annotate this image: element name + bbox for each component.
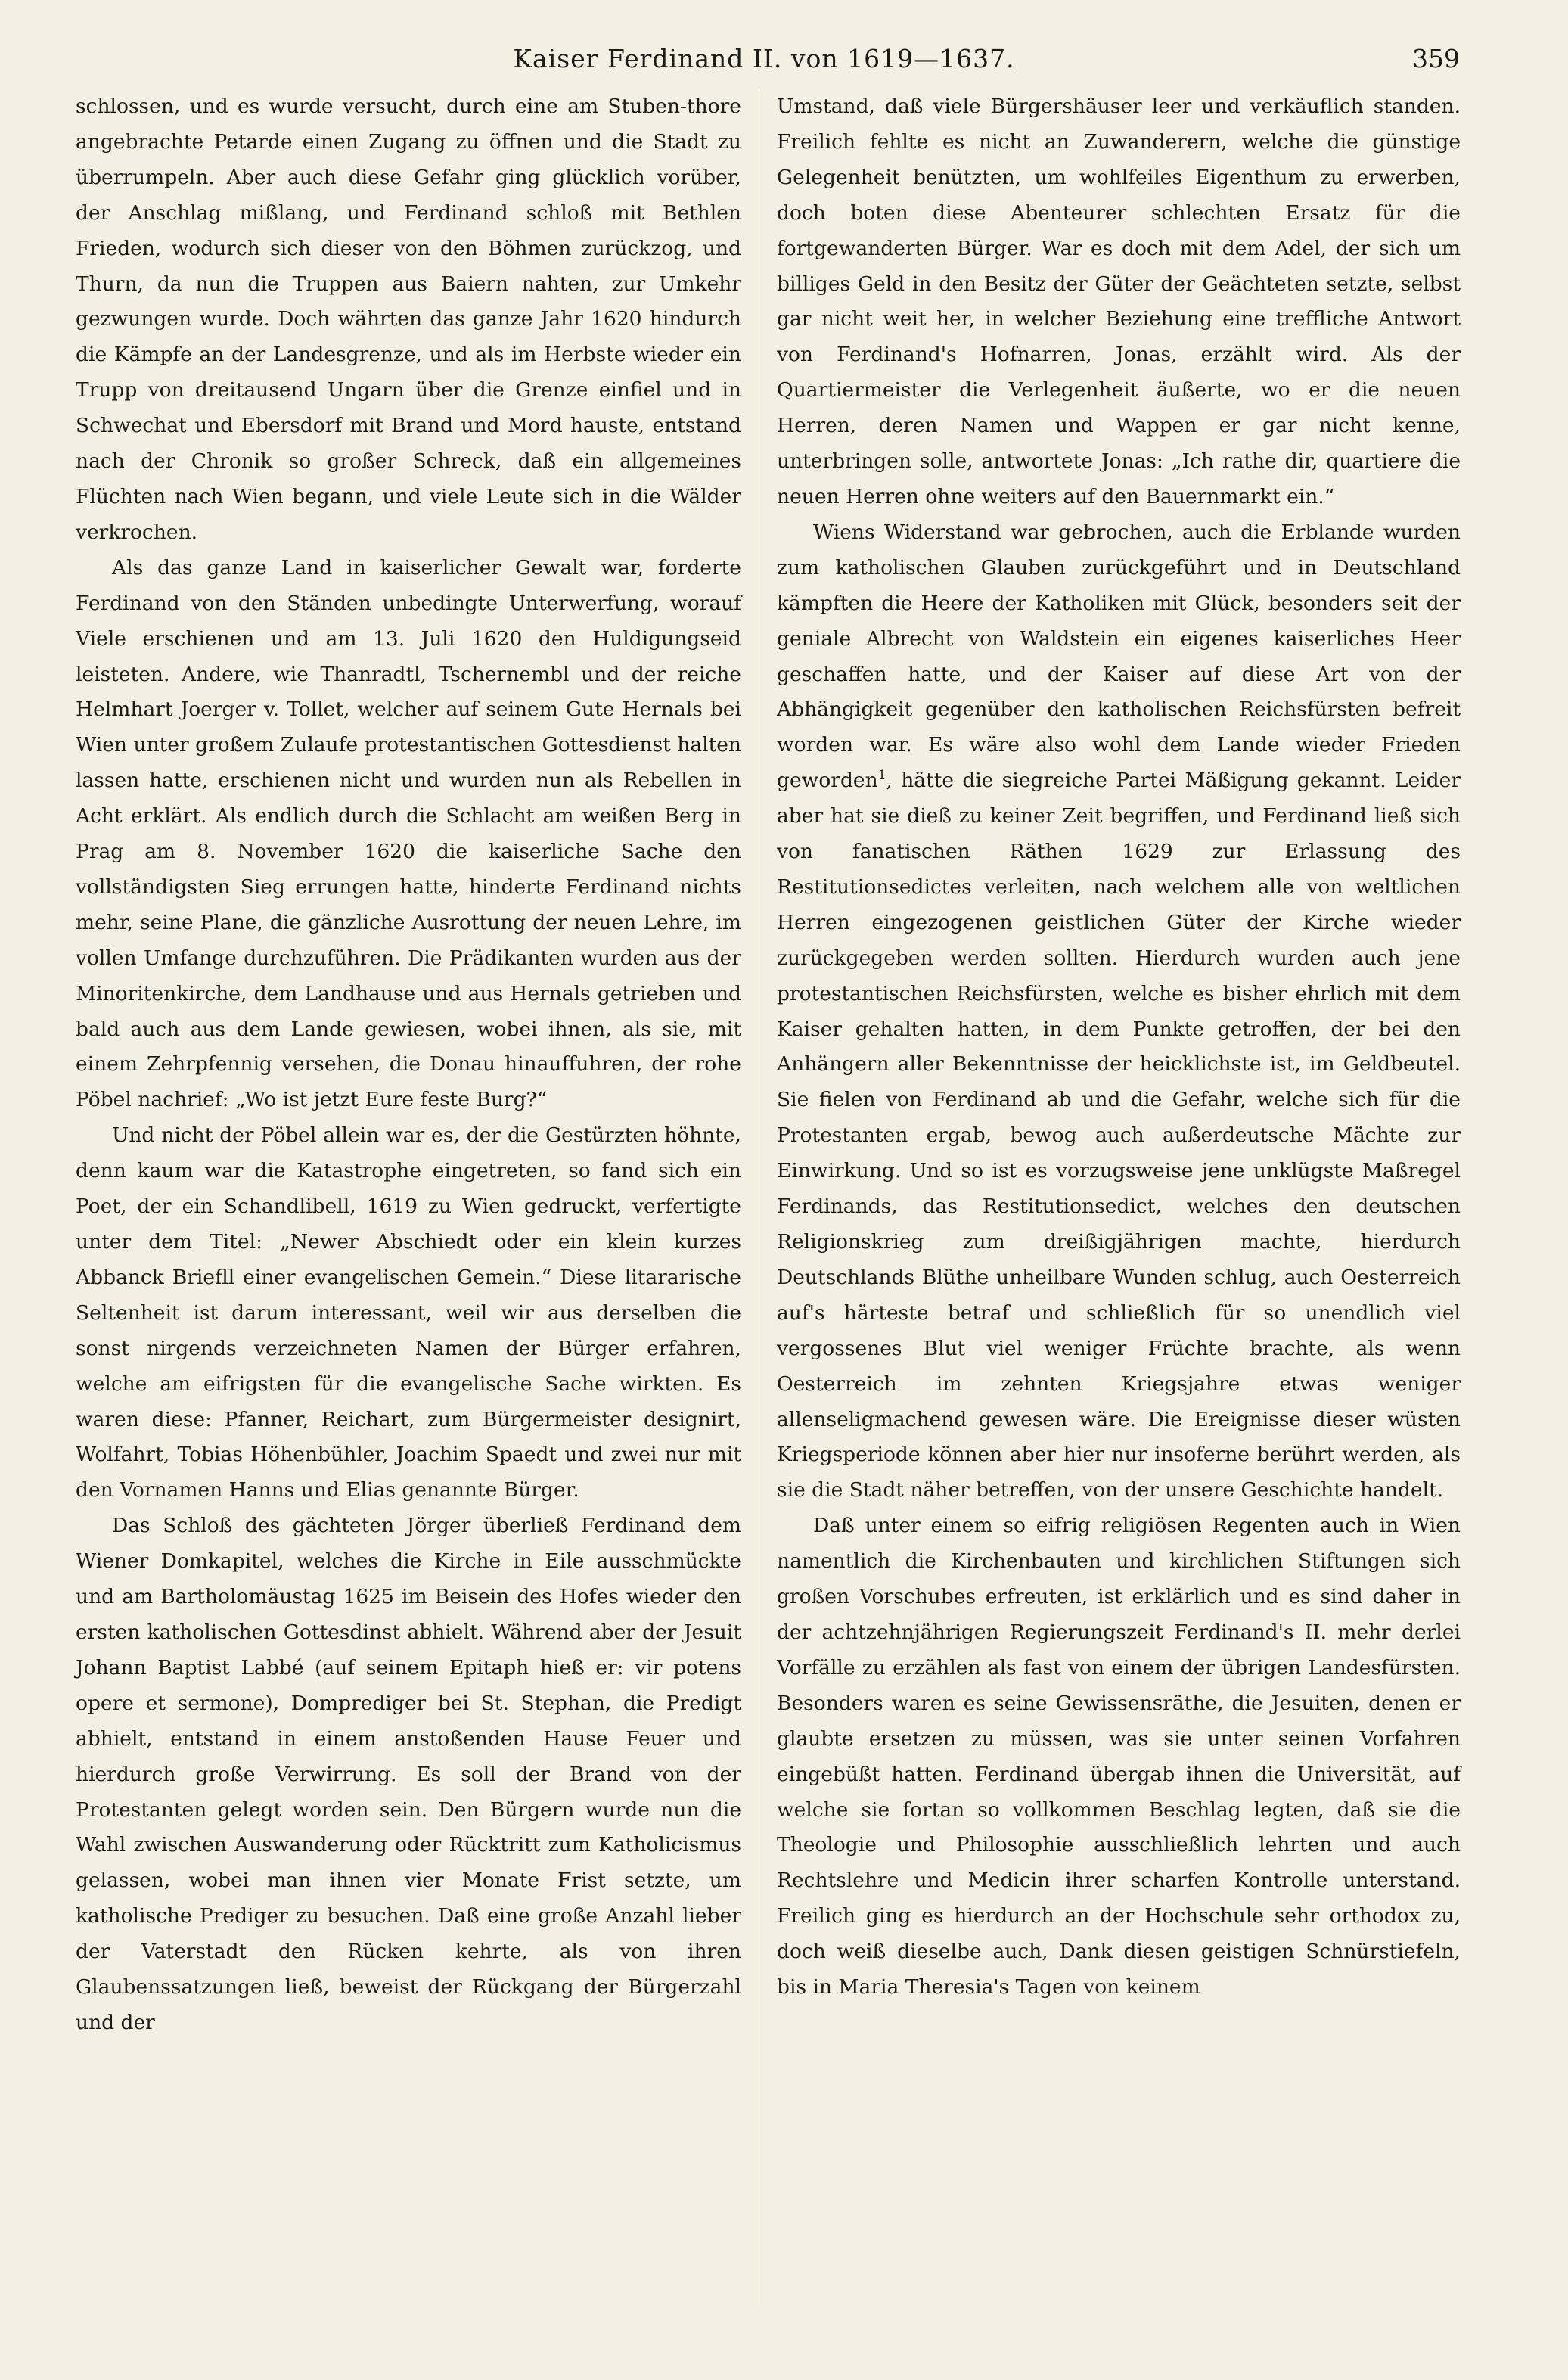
footnote-marker[interactable]: 1 (877, 768, 886, 784)
paragraph (777, 515, 1461, 1508)
paragraph: Umstand, daß viele Bürgershäuser leer und verkäuflich standen. Freilich fehlte es nicht an Zuwanderern, welche die günstige Gelegenheit benützten, um wohlfeiles Eigenthum zu erwerben, doch boten diese Abenteurer schlechten Ersatz für die fortgewanderten Bürger. War es doch mit dem Adel, der sich um billiges Geld in den Besitz der Güter der Geächteten setzte, selbst gar nicht weit her, in welcher Beziehung eine treffliche Antwort von Ferdinand's Hofnarren, Jonas, erzählt wird. Als der Quartiermeister die Verlegenheit äußerte, wo er die neuen Herren, deren Namen und Wappen er gar nicht kenne, unterbringen solle, antwortete Jonas: „Ich rathe dir, quartiere die neuen Herren ohne weiters auf den Bauernmarkt ein.“ (777, 95, 1461, 508)
paragraph-text: Wiens Widerstand war gebrochen, auch die Erblande wurden zum katholischen Glauben zurückgeführt und in Deutschland kämpften die Heere der Katholiken mit Glück, besonders seit der geniale Albrecht von Waldstein ein eigenes kaiserliches Heer geschaffen hatte, und der Kaiser auf diese Art von der Abhängigkeit gegenüber den katholischen Reichsfürsten befreit worden war. Es wäre also wohl dem Lande wieder Frieden geworden (777, 520, 1461, 793)
paragraph: Das Schloß des gächteten Jörger überließ Ferdinand dem Wiener Domkapitel, welches die Kirche in Eile ausschmückte und am Bartholomäustag 1625 im Beisein des Hofes wieder den ersten katholischen Gottesdinst abhielt. Während aber der Jesuit Johann Baptist Labbé (auf seinem Epitaph hieß er: vir potens opere et sermone), Domprediger bei St. Stephan, die Predigt abhielt, entstand in einem anstoßenden Hause Feuer und hierdurch große Verwirrung. Es soll der Brand von der Protestanten gelegt worden sein. Den Bürgern wurde nun die Wahl zwischen Auswanderung oder Rücktritt zum Katholicismus gelassen, wobei man ihnen vier Monate Frist setzte, um katholische Prediger zu besuchen. Daß eine große Anzahl lieber der Vaterstadt den Rücken kehrte, als von ihren Glaubenssatzungen ließ, beweist der Rückgang der Bürgerzahl und der (76, 1514, 741, 2034)
paragraph-text: , hätte die siegreiche Partei Mäßigung gekannt. Leider aber hat sie dieß zu keiner Zeit begriffen, und Ferdinand ließ sich von fanatischen Räthen 1629 zur Erlassung des Restitutionsedictes verleiten, nach welchem alle von weltlichen Herren eingezogenen geistlichen Güter der Kirche wieder zurückgegeben werden sollten. Hierdurch wurden auch jene protestantischen Reichsfürsten, welche es bisher ehrlich mit dem Kaiser gehalten hatten, in dem Punkte getroffen, der bei den Anhängern aller Bekenntnisse der heicklichste ist, im Geldbeutel. Sie fielen von Ferdinand ab und die Gefahr, welche sich für die Protestanten ergab, bewog auch außerdeutsche Mächte zur Einwirkung. Und so ist es vorzugsweise jene unklügste Maßregel Ferdinands, das Restitutionsedict, welches den deutschen Religionskrieg zum dreißigjährigen machte, hierdurch Deutschlands Blüthe unheilbare Wunden schlug, auch Oesterreich auf's härteste betraf und schließlich für so unendlich viel vergossenes Blut viel weniger Früchte brachte, als wenn Oesterreich im zehnten Kriegsjahre etwas weniger allenseligmachend gewesen wäre. Die Ereignisse dieser wüsten Kriegsperiode können aber hier nur insoferne berührt werden, als sie die Stadt näher betreffen, von der unsere Geschichte handelt. (777, 769, 1461, 1502)
right-column (777, 89, 1461, 2006)
running-title: Kaiser Ferdinand II. von 1619—1637. (513, 44, 1015, 73)
paragraph: Daß unter einem so eifrig religiösen Regenten auch in Wien namentlich die Kirchenbauten und kirchlichen Stiftungen sich großen Vorschubes erfreuten, ist erklärlich und es sind daher in der achtzehnjährigen Regierungszeit Ferdinand's II. mehr derlei Vorfälle zu erzählen als fast von einem der übrigen Landesfürsten. Besonders waren es seine Gewissensräthe, die Jesuiten, denen er glaubte ersetzen zu müssen, was sie unter seinen Vorfahren eingebüßt hatten. Ferdinand übergab ihnen die Universität, auf welche sie fortan so vollkommen Beschlag legten, daß sie die Theologie und Philosophie ausschließlich lehrten und auch Rechtslehre und Medicin ihrer scharfen Kontrolle unterstand. Freilich ging es hierdurch an der Hochschule sehr orthodox zu, doch weiß dieselbe auch, Dank diesen geistigen Schnürstiefeln, bis in Maria Theresia's Tagen von keinem (777, 1514, 1461, 1999)
paragraph: schlossen, und es wurde versucht, durch eine am Stuben-thore angebrachte Petarde einen Zugang zu öffnen und die Stadt zu überrumpeln. Aber auch diese Gefahr ging glücklich vorüber, der Anschlag mißlang, und Ferdinand schloß mit Bethlen Frieden, wodurch sich dieser von den Böhmen zurückzog, und Thurn, da nun die Truppen aus Baiern nahten, zur Umkehr gezwungen wurde. Doch währten das ganze Jahr 1620 hindurch die Kämpfe an der Landesgrenze, und als im Herbste wieder ein Trupp von dreitausend Ungarn über die Grenze einfiel und in Schwechat und Ebersdorf mit Brand und Mord hauste, entstand nach der Chronik so großer Schreck, daß ein allgemeines Flüchten nach Wien begann, und viele Leute sich in die Wälder verkrochen. (76, 95, 741, 544)
left-column (76, 89, 741, 2041)
paragraph: Und nicht der Pöbel allein war es, der die Gestürzten höhnte, denn kaum war die Katastrophe eingetreten, so fand sich ein Poet, der ein Schandlibell, 1619 zu Wien gedruckt, verfertigte unter dem Titel: „Newer Abschiedt oder ein klein kurzes Abbanck Briefll einer evangelischen Gemein.“ Diese litararische Seltenheit ist darum interessant, weil wir aus derselben die sonst nirgends verzeichneten Namen der Bürger erfahren, welche am eifrigsten für die evangelische Sache wirkten. Es waren diese: Pfanner, Reichart, zum Bürgermeister designirt, Wolfahrt, Tobias Höhenbühler, Joachim Spaedt und zwei nur mit den Vornamen Hanns und Elias genannte Bürger. (76, 1123, 741, 1502)
page-header (68, 38, 1460, 83)
page-number: 359 (1412, 44, 1460, 73)
paragraph: Als das ganze Land in kaiserlicher Gewalt war, forderte Ferdinand von den Ständen unbedingte Unterwerfung, worauf Viele erschienen und am 13. Juli 1620 den Huldigungseid leisteten. Andere, wie Thanradtl, Tschernembl und der reiche Helmhart Joerger v. Tollet, welcher auf seinem Gute Hernals bei Wien unter großem Zulaufe protestantischen Gottesdienst halten lassen hatte, erschienen nicht und wurden nun als Rebellen in Acht erklärt. Als endlich durch die Schlacht am weißen Berg in Prag am 8. November 1620 die kaiserliche Sache den vollständigsten Sieg errungen hatte, hinderte Ferdinand nichts mehr, seine Plane, die gänzliche Ausrottung der neuen Lehre, im vollen Umfange durchzuführen. Die Prädikanten wurden aus der Minoritenkirche, dem Landhause und aus Hernals getrieben und bald auch aus dem Lande gewiesen, wobei ihnen, als sie, mit einem Zehrpfennig versehen, die Donau hinauffuhren, der rohe Pöbel nachrief: „Wo ist jetzt Eure feste Burg?“ (76, 555, 741, 1112)
